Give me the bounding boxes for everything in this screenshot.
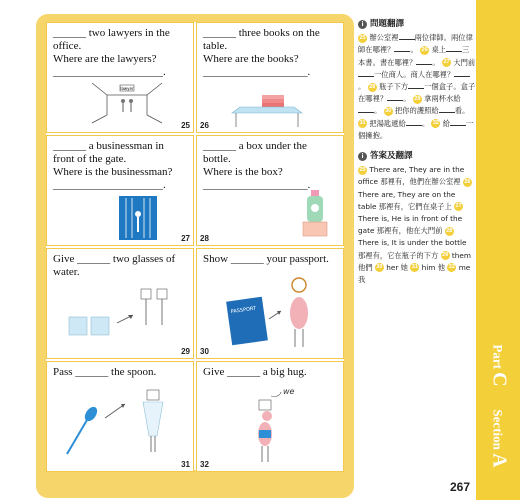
page-number: 267 <box>449 480 470 494</box>
exercise-32: Give ______ a big hug. we 32 <box>196 361 344 472</box>
notes-column <box>358 18 476 286</box>
section-label: Section A <box>488 408 511 468</box>
exercise-30: Show ______ your passport. PASSPORT 30 <box>196 248 344 359</box>
answers-heading: i 答案及翻譯 <box>358 150 476 162</box>
info-icon: i <box>358 20 367 29</box>
part-label: Part C <box>488 343 511 387</box>
translation-text: 25 辦公室裡 兩位律師。兩位律師在哪裡？ 。 26 桌上 三本書。書在哪裡？ 。 27 大門前一位商人。商人在哪裡？。 28 瓶子下方 一個盒子。盒子在哪裡？ 。 29 拿兩杯水給。 30 把你的護照給 看。 31 把湯匙遞給 。 32 給 一個擁抱。 <box>358 33 476 140</box>
office-sign: lawyer <box>120 86 134 91</box>
answers-text: 25 There are, They are in the office 那裡有，他們在辦公室裡 26 There are, They are on the table 那裡有，它們在桌子上 27 There is, He is in front of the gate 那裡有，他在大門前 28 There is, It is under the bottle 那裡有，它在瓶子的下方 29 them 他們 30 her 她 31 him 他 32 me 我 <box>358 165 472 285</box>
hug-illustration <box>231 382 311 468</box>
glasses-of-water-illustration <box>61 281 185 351</box>
exercise-28: ______ a box under the bottle. Where is the box? ___________________. 28 <box>196 135 344 246</box>
passport-text: PASSPORT <box>230 305 257 316</box>
office-illustration <box>87 81 167 125</box>
exercise-27: ______ a businessman in front of the gate. Where is the businessman? ____________________. 27 <box>46 135 194 246</box>
exercise-31: Pass ______ the spoon. 31 <box>46 361 194 472</box>
books-table-illustration <box>222 83 312 129</box>
exercise-29: Give ______ two glasses of water. 29 <box>46 248 194 359</box>
hug-word: we <box>283 387 295 396</box>
spoon-illustration <box>61 380 185 466</box>
bottle-box-illustration <box>297 188 337 242</box>
exercise-25: ______ two lawyers in the office. Where are the lawyers? ____________________. lawyer 25 <box>46 22 194 133</box>
info-icon: i <box>358 152 367 161</box>
exercise-grid <box>46 22 344 470</box>
gate-illustration <box>113 194 163 244</box>
exercise-26: ______ three books on the table. Where are the books? ___________________. 26 <box>196 22 344 133</box>
passport-illustration <box>223 271 323 355</box>
translation-heading: i 問題翻譯 <box>358 18 476 30</box>
